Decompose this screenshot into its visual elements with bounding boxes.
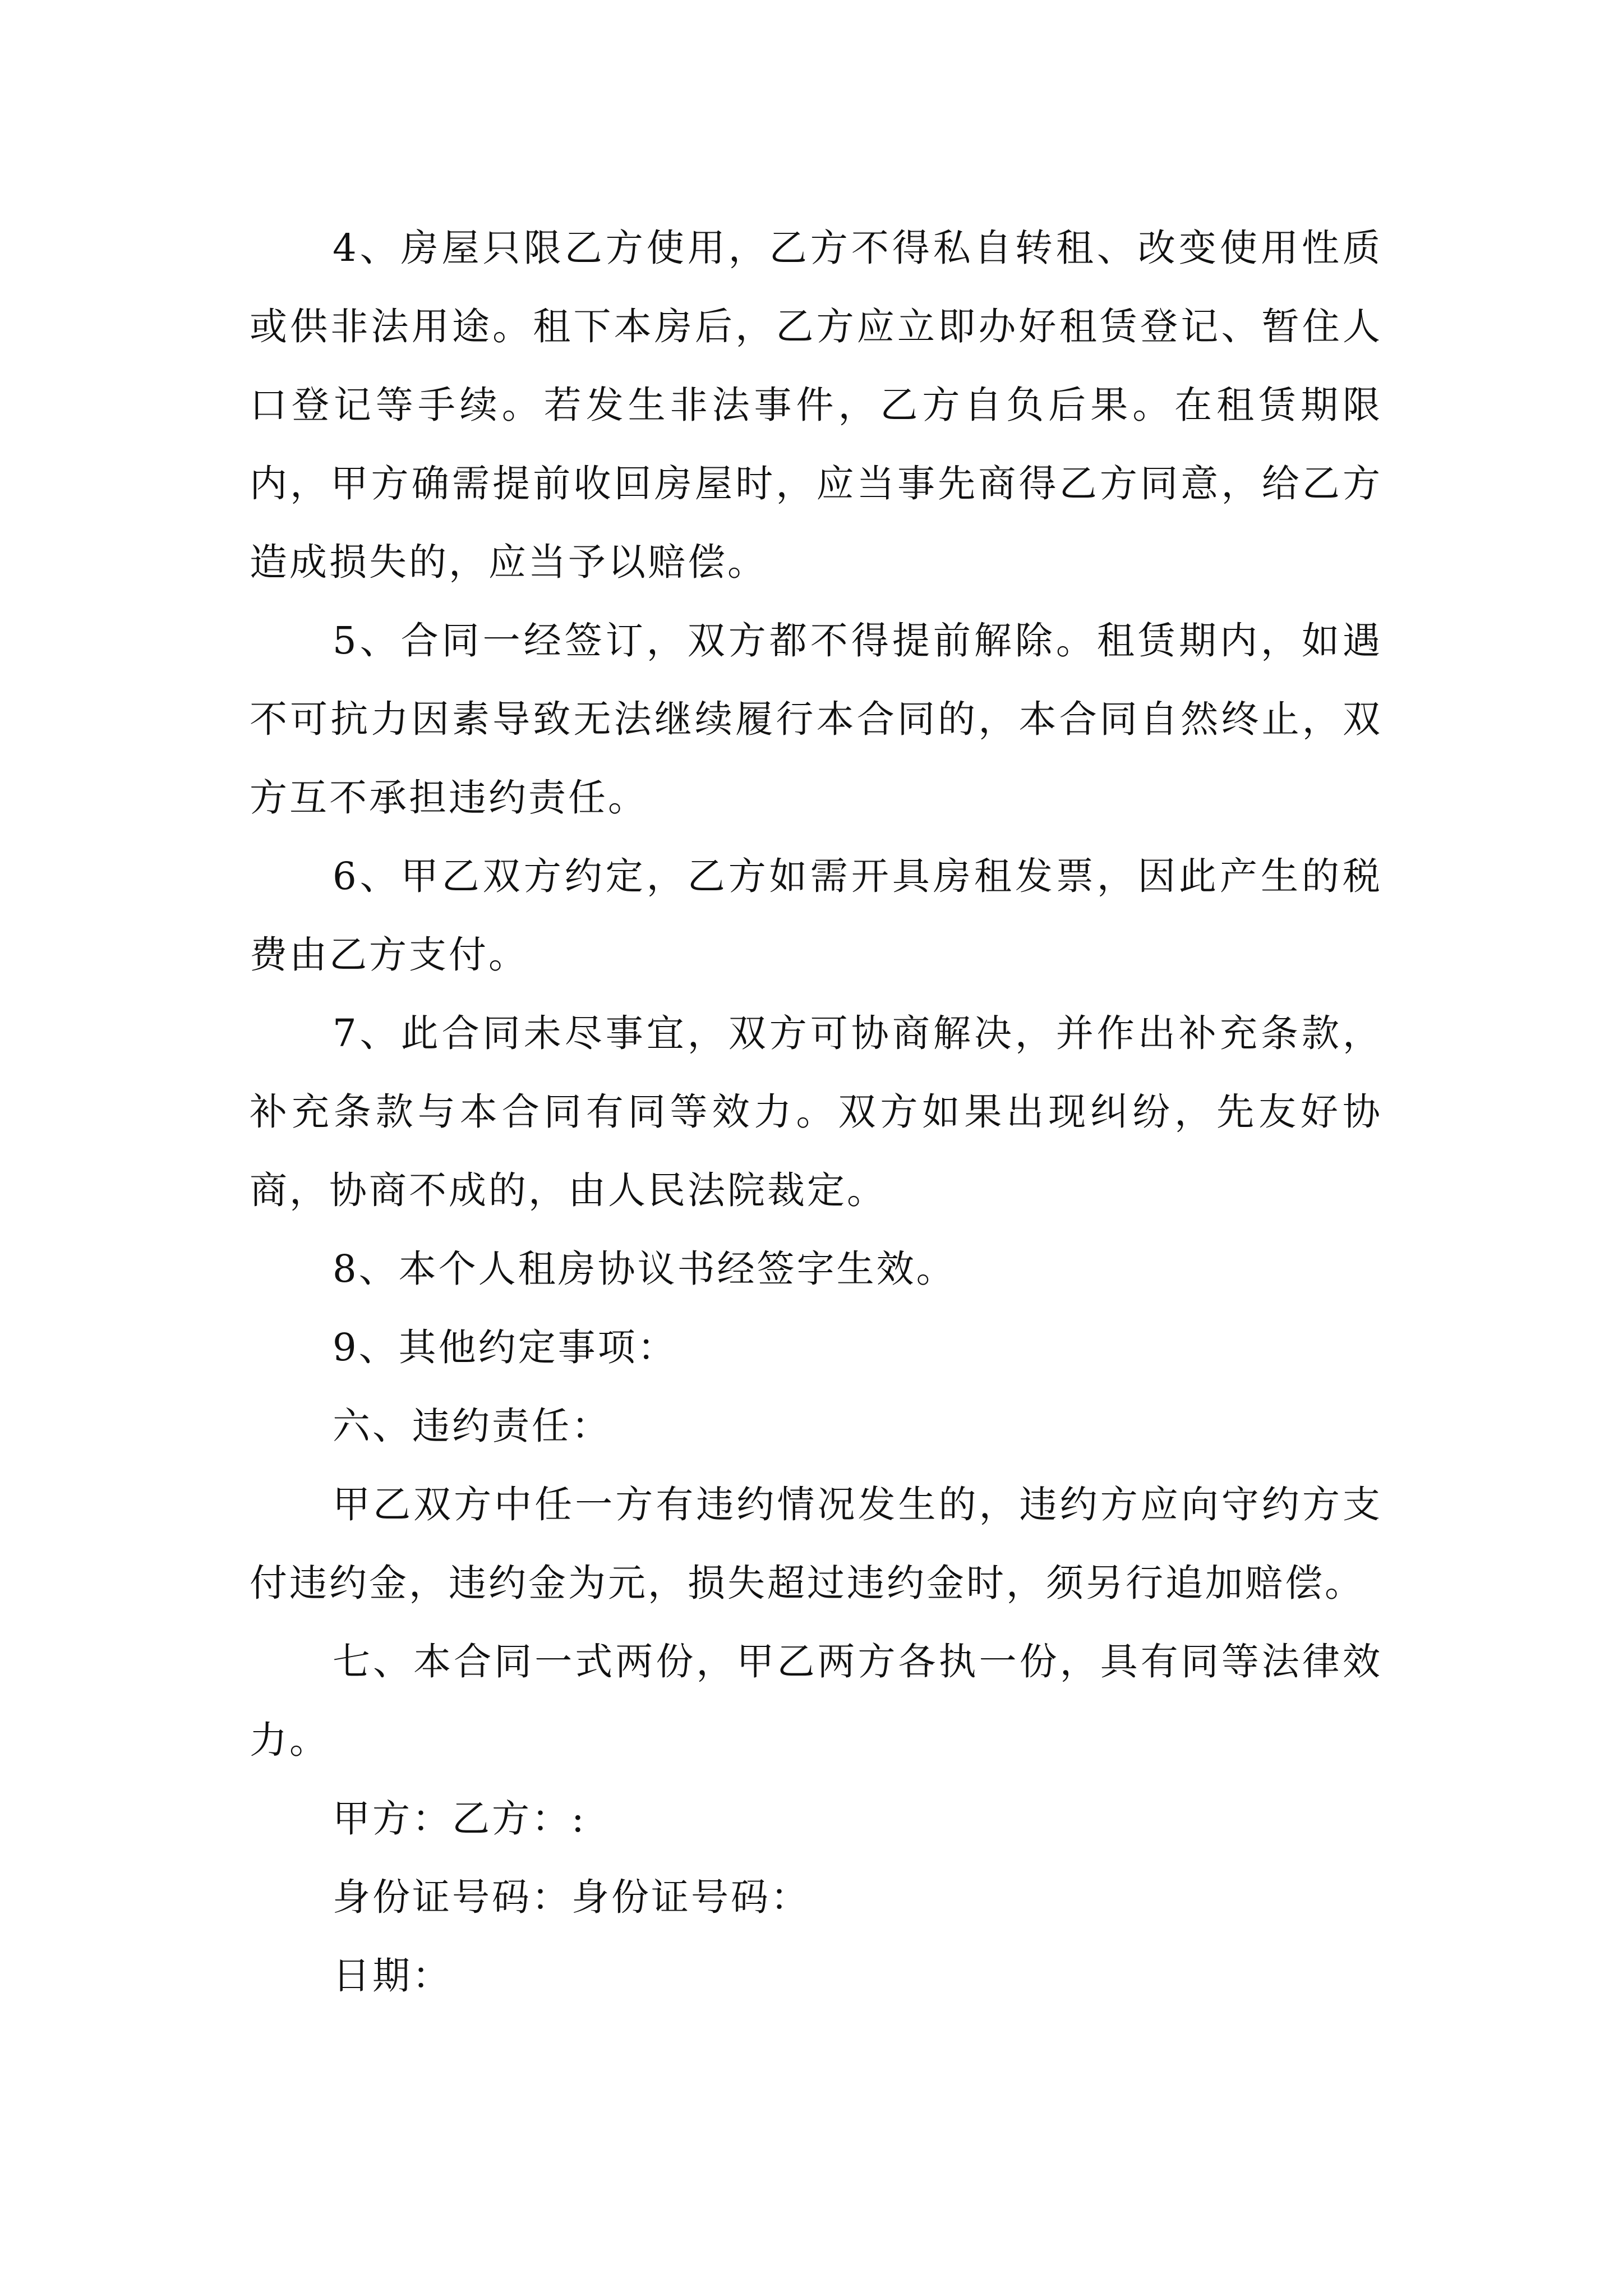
signature-id-line: 身份证号码：身份证号码： [333, 1875, 810, 1919]
clause-5-paragraph: 5、合同一经签订，双方都不得提前解除。租赁期内，如遇不可抗力因素导致无法继续履行本合同的，本合同自然终止，双方互不承担违约责任。 [250, 619, 1382, 820]
clause-9-paragraph: 9、其他约定事项： [333, 1326, 677, 1369]
section-breach-heading: 六、违约责任： [333, 1404, 611, 1448]
breach-paragraph: 甲乙双方中任一方有违约情况发生的，违约方应向守约方支付违约金，违约金为元，损失超过违约金时，须另行追加赔偿。 [250, 1483, 1382, 1605]
clause-4-paragraph: 4、房屋只限乙方使用，乙方不得私自转租、改变使用性质或供非法用途。租下本房后，乙方应立即办好租赁登记、暂住人口登记等手续。若发生非法事件，乙方自负后果。在租赁期限内，甲方确需提前收回房屋时，应当事先商得乙方同意，给乙方造成损失的，应当予以赔偿。 [250, 226, 1382, 584]
clause-7-paragraph: 7、此合同未尽事宜，双方可协商解决，并作出补充条款，补充条款与本合同有同等效力。双方如果出现纠纷，先友好协商，协商不成的，由人民法院裁定。 [250, 1011, 1382, 1212]
document-body [250, 209, 1382, 2015]
section-copies-paragraph: 七、本合同一式两份，甲乙两方各执一份，具有同等法律效力。 [250, 1640, 1382, 1762]
clause-8-paragraph: 8、本个人租房协议书经签字生效。 [333, 1247, 956, 1291]
clause-6-paragraph: 6、甲乙双方约定，乙方如需开具房租发票，因此产生的税费由乙方支付。 [250, 854, 1382, 977]
signature-parties-line: 甲方：乙方：: [333, 1797, 587, 1841]
signature-date-line: 日期： [333, 1954, 452, 1998]
